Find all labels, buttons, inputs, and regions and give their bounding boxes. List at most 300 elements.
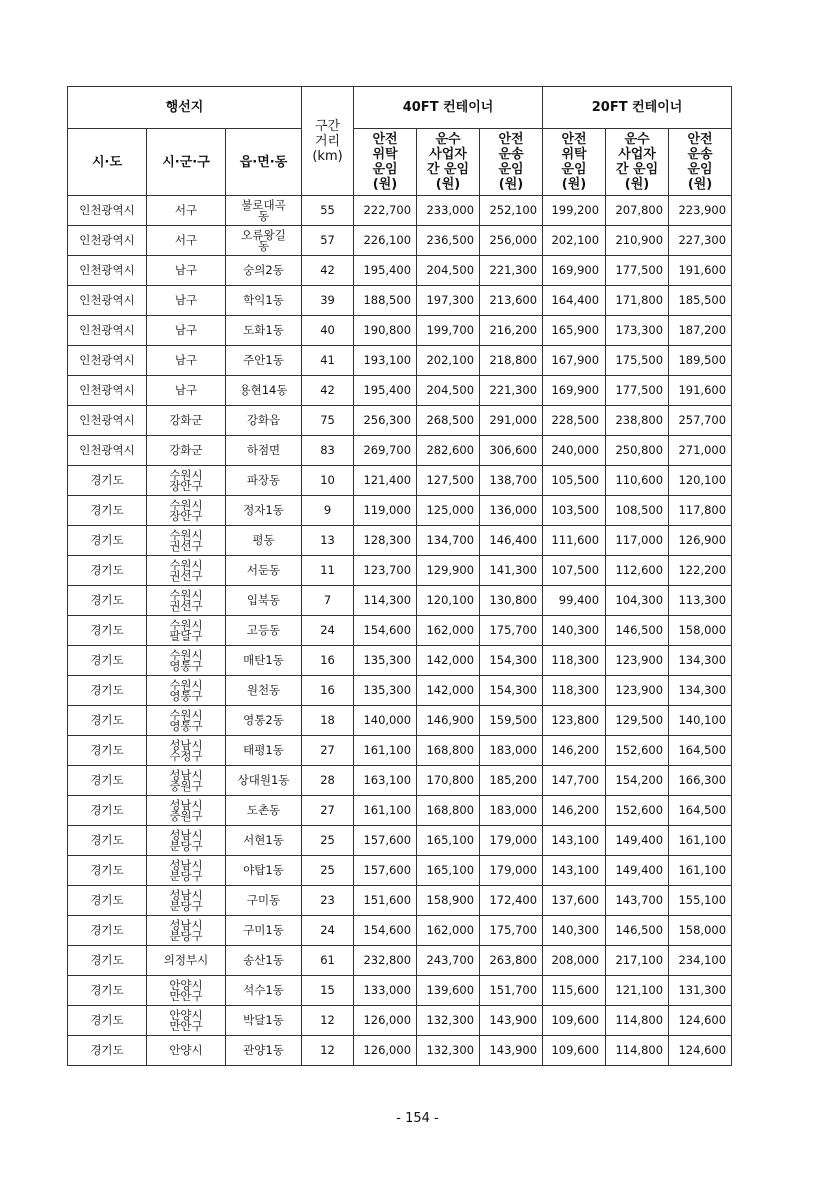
cell-40ft-carrier: 165,100 — [417, 856, 480, 886]
cell-line: 분당구 — [169, 928, 203, 943]
cell-20ft-carrier: 114,800 — [606, 1036, 669, 1066]
cell-eupmyeondong — [226, 346, 302, 376]
cell-40ft-safe-trust: 154,600 — [354, 616, 417, 646]
table-body — [68, 196, 732, 1066]
cell-40ft-carrier: 127,500 — [417, 466, 480, 496]
cell-sigungu — [147, 1036, 226, 1066]
cell-sigungu — [147, 466, 226, 496]
cell-20ft-carrier: 177,500 — [606, 376, 669, 406]
cell-40ft-carrier: 142,000 — [417, 646, 480, 676]
cell-40ft-carrier: 268,500 — [417, 406, 480, 436]
cell-40ft-safe-trust: 195,400 — [354, 256, 417, 286]
cell-20ft-carrier: 112,600 — [606, 556, 669, 586]
cell-distance: 16 — [302, 646, 354, 676]
cell-distance: 16 — [302, 676, 354, 706]
header-eupmyeondong: 읍·면·동 — [226, 129, 302, 196]
table-row — [68, 226, 732, 256]
cell-20ft-carrier: 238,800 — [606, 406, 669, 436]
cell-eupmyeondong — [226, 706, 302, 736]
cell-40ft-safe-trust: 232,800 — [354, 946, 417, 976]
cell-distance: 27 — [302, 736, 354, 766]
table-row — [68, 766, 732, 796]
cell-20ft-safe-trust: 165,900 — [543, 316, 606, 346]
cell-20ft-carrier: 217,100 — [606, 946, 669, 976]
cell-line: 수원시 — [169, 587, 203, 602]
table-row — [68, 976, 732, 1006]
cell-20ft-safe-transport: 187,200 — [669, 316, 732, 346]
cell-distance: 61 — [302, 946, 354, 976]
cell-sido: 경기도 — [68, 586, 147, 616]
cell-line: 서현1동 — [243, 833, 284, 847]
cell-40ft-carrier: 197,300 — [417, 286, 480, 316]
cell-line: 장안구 — [169, 478, 203, 493]
cell-sido: 경기도 — [68, 826, 147, 856]
cell-20ft-carrier: 114,800 — [606, 1006, 669, 1036]
cell-20ft-carrier: 207,800 — [606, 196, 669, 226]
table-row — [68, 646, 732, 676]
cell-sido: 경기도 — [68, 766, 147, 796]
cell-sigungu — [147, 976, 226, 1006]
cell-20ft-carrier: 146,500 — [606, 616, 669, 646]
cell-40ft-safe-transport: 306,600 — [480, 436, 543, 466]
cell-20ft-safe-transport: 164,500 — [669, 796, 732, 826]
cell-sido: 인천광역시 — [68, 406, 147, 436]
cell-20ft-carrier: 175,500 — [606, 346, 669, 376]
cell-40ft-carrier: 158,900 — [417, 886, 480, 916]
cell-20ft-safe-trust: 111,600 — [543, 526, 606, 556]
cell-sigungu — [147, 676, 226, 706]
cell-distance: 42 — [302, 376, 354, 406]
cell-line: 성남시 — [169, 737, 203, 752]
table-row — [68, 616, 732, 646]
cell-40ft-carrier: 204,500 — [417, 256, 480, 286]
cell-40ft-safe-transport: 291,000 — [480, 406, 543, 436]
cell-line: 분당구 — [169, 868, 203, 883]
cell-line: 주안1동 — [243, 353, 284, 367]
cell-40ft-carrier: 282,600 — [417, 436, 480, 466]
cell-sido: 경기도 — [68, 556, 147, 586]
cell-sigungu — [147, 496, 226, 526]
cell-eupmyeondong — [226, 946, 302, 976]
cell-20ft-safe-trust: 118,300 — [543, 676, 606, 706]
cell-20ft-safe-transport: 158,000 — [669, 916, 732, 946]
cell-20ft-safe-trust: 202,100 — [543, 226, 606, 256]
table-row — [68, 736, 732, 766]
cell-line: 도화1동 — [243, 323, 284, 337]
cell-line: 중원구 — [169, 808, 203, 823]
cell-sigungu — [147, 376, 226, 406]
cell-distance: 18 — [302, 706, 354, 736]
header-distance: 구간 거리 (km) — [302, 87, 354, 196]
cell-20ft-safe-trust: 164,400 — [543, 286, 606, 316]
table-row — [68, 886, 732, 916]
table-row — [68, 706, 732, 736]
cell-40ft-safe-trust: 161,100 — [354, 736, 417, 766]
cell-distance: 10 — [302, 466, 354, 496]
cell-line: 야탑1동 — [243, 863, 284, 877]
cell-40ft-safe-transport: 185,200 — [480, 766, 543, 796]
cell-line: 박달1동 — [243, 1013, 284, 1027]
cell-20ft-safe-transport: 158,000 — [669, 616, 732, 646]
cell-20ft-safe-trust: 109,600 — [543, 1036, 606, 1066]
cell-40ft-safe-transport: 252,100 — [480, 196, 543, 226]
cell-40ft-carrier: 129,900 — [417, 556, 480, 586]
cell-40ft-safe-trust: 157,600 — [354, 856, 417, 886]
cell-20ft-safe-transport: 227,300 — [669, 226, 732, 256]
cell-sido: 인천광역시 — [68, 316, 147, 346]
cell-40ft-safe-trust: 163,100 — [354, 766, 417, 796]
cell-20ft-safe-transport: 134,300 — [669, 646, 732, 676]
cell-20ft-safe-trust: 167,900 — [543, 346, 606, 376]
cell-line: 남구 — [174, 263, 198, 277]
cell-20ft-safe-transport: 140,100 — [669, 706, 732, 736]
cell-20ft-carrier: 149,400 — [606, 856, 669, 886]
cell-20ft-safe-trust: 107,500 — [543, 556, 606, 586]
cell-40ft-safe-trust: 128,300 — [354, 526, 417, 556]
cell-sigungu — [147, 916, 226, 946]
cell-eupmyeondong — [226, 916, 302, 946]
cell-20ft-safe-transport: 189,500 — [669, 346, 732, 376]
cell-line: 불로대곡 — [241, 197, 286, 212]
cell-20ft-safe-transport: 257,700 — [669, 406, 732, 436]
cell-sigungu — [147, 886, 226, 916]
cell-20ft-safe-trust: 146,200 — [543, 736, 606, 766]
cell-distance: 12 — [302, 1006, 354, 1036]
cell-20ft-safe-transport: 223,900 — [669, 196, 732, 226]
cell-40ft-safe-transport: 179,000 — [480, 856, 543, 886]
cell-40ft-safe-trust: 269,700 — [354, 436, 417, 466]
cell-20ft-safe-trust: 146,200 — [543, 796, 606, 826]
cell-40ft-safe-transport: 175,700 — [480, 916, 543, 946]
header-40ft: 40FT 컨테이너 — [354, 87, 543, 129]
table-row — [68, 376, 732, 406]
cell-line: 성남시 — [169, 857, 203, 872]
cell-20ft-safe-trust: 123,800 — [543, 706, 606, 736]
cell-line: 영통구 — [169, 688, 203, 703]
cell-20ft-safe-trust: 240,000 — [543, 436, 606, 466]
cell-sigungu — [147, 646, 226, 676]
cell-sido: 경기도 — [68, 1006, 147, 1036]
cell-line: 수원시 — [169, 617, 203, 632]
cell-line: 관양1동 — [243, 1043, 284, 1057]
cell-sido: 경기도 — [68, 856, 147, 886]
cell-line: 평동 — [252, 533, 275, 547]
cell-line: 구미동 — [246, 893, 281, 907]
cell-40ft-carrier: 162,000 — [417, 916, 480, 946]
cell-20ft-safe-transport: 185,500 — [669, 286, 732, 316]
cell-line: 서둔동 — [246, 563, 281, 577]
cell-20ft-safe-transport: 166,300 — [669, 766, 732, 796]
cell-distance: 55 — [302, 196, 354, 226]
cell-40ft-carrier: 162,000 — [417, 616, 480, 646]
cell-sigungu — [147, 616, 226, 646]
cell-sigungu — [147, 346, 226, 376]
cell-sido: 인천광역시 — [68, 196, 147, 226]
cell-40ft-carrier: 132,300 — [417, 1036, 480, 1066]
cell-distance: 75 — [302, 406, 354, 436]
cell-line: 영통구 — [169, 658, 203, 673]
cell-40ft-safe-transport: 218,800 — [480, 346, 543, 376]
cell-eupmyeondong — [226, 736, 302, 766]
cell-eupmyeondong — [226, 496, 302, 526]
cell-sido: 경기도 — [68, 1036, 147, 1066]
cell-line: 매탄1동 — [243, 653, 284, 667]
cell-40ft-safe-trust: 190,800 — [354, 316, 417, 346]
cell-20ft-safe-transport: 122,200 — [669, 556, 732, 586]
cell-line: 남구 — [174, 383, 198, 397]
cell-20ft-safe-transport: 191,600 — [669, 256, 732, 286]
cell-20ft-carrier: 143,700 — [606, 886, 669, 916]
cell-line: 권선구 — [169, 538, 203, 553]
cell-eupmyeondong — [226, 796, 302, 826]
cell-sigungu — [147, 196, 226, 226]
cell-line: 남구 — [174, 353, 198, 367]
cell-40ft-carrier: 120,100 — [417, 586, 480, 616]
cell-sido: 인천광역시 — [68, 256, 147, 286]
cell-eupmyeondong — [226, 826, 302, 856]
cell-eupmyeondong — [226, 766, 302, 796]
cell-20ft-carrier: 108,500 — [606, 496, 669, 526]
cell-line: 구미1동 — [243, 923, 284, 937]
cell-line: 수원시 — [169, 467, 203, 482]
cell-20ft-carrier: 171,800 — [606, 286, 669, 316]
cell-eupmyeondong — [226, 616, 302, 646]
cell-40ft-safe-trust: 256,300 — [354, 406, 417, 436]
table-header — [68, 87, 732, 196]
cell-20ft-carrier: 210,900 — [606, 226, 669, 256]
cell-line: 권선구 — [169, 598, 203, 613]
cell-distance: 13 — [302, 526, 354, 556]
cell-eupmyeondong — [226, 226, 302, 256]
table-row — [68, 916, 732, 946]
cell-20ft-safe-transport: 131,300 — [669, 976, 732, 1006]
cell-distance: 28 — [302, 766, 354, 796]
cell-distance: 11 — [302, 556, 354, 586]
table-row — [68, 856, 732, 886]
cell-line: 수원시 — [169, 677, 203, 692]
cell-line: 용현14동 — [239, 383, 288, 397]
cell-line: 남구 — [174, 293, 198, 307]
cell-40ft-safe-trust: 126,000 — [354, 1006, 417, 1036]
table-row — [68, 1036, 732, 1066]
header-sido: 시·도 — [68, 129, 147, 196]
cell-sido: 경기도 — [68, 676, 147, 706]
cell-20ft-safe-transport: 191,600 — [669, 376, 732, 406]
cell-20ft-safe-transport: 134,300 — [669, 676, 732, 706]
cell-20ft-carrier: 177,500 — [606, 256, 669, 286]
cell-sido: 인천광역시 — [68, 226, 147, 256]
table-row — [68, 346, 732, 376]
cell-20ft-safe-trust: 118,300 — [543, 646, 606, 676]
cell-line: 태평1동 — [243, 743, 284, 757]
cell-line: 강화읍 — [246, 413, 281, 427]
cell-20ft-carrier: 152,600 — [606, 736, 669, 766]
cell-sigungu — [147, 946, 226, 976]
cell-sido: 경기도 — [68, 706, 147, 736]
cell-line: 도촌동 — [246, 803, 281, 817]
cell-20ft-safe-transport: 124,600 — [669, 1006, 732, 1036]
cell-line: 성남시 — [169, 887, 203, 902]
cell-eupmyeondong — [226, 436, 302, 466]
cell-20ft-safe-trust: 105,500 — [543, 466, 606, 496]
cell-40ft-carrier: 170,800 — [417, 766, 480, 796]
header-20ft: 20FT 컨테이너 — [543, 87, 732, 129]
cell-20ft-carrier: 146,500 — [606, 916, 669, 946]
cell-40ft-carrier: 132,300 — [417, 1006, 480, 1036]
cell-eupmyeondong — [226, 406, 302, 436]
cell-40ft-safe-transport: 154,300 — [480, 676, 543, 706]
cell-line: 만안구 — [169, 988, 203, 1003]
cell-eupmyeondong — [226, 256, 302, 286]
cell-line: 서구 — [174, 203, 198, 217]
cell-line: 권선구 — [169, 568, 203, 583]
cell-line: 강화군 — [169, 413, 203, 427]
cell-sido: 인천광역시 — [68, 436, 147, 466]
cell-20ft-safe-trust: 228,500 — [543, 406, 606, 436]
cell-40ft-safe-trust: 121,400 — [354, 466, 417, 496]
cell-40ft-carrier: 202,100 — [417, 346, 480, 376]
cell-distance: 42 — [302, 256, 354, 286]
cell-40ft-safe-trust: 135,300 — [354, 676, 417, 706]
table-row — [68, 556, 732, 586]
cell-line: 오류왕길 — [241, 227, 286, 242]
cell-eupmyeondong — [226, 676, 302, 706]
cell-line: 분당구 — [169, 838, 203, 853]
cell-40ft-safe-transport: 213,600 — [480, 286, 543, 316]
cell-sigungu — [147, 316, 226, 346]
table-row — [68, 1006, 732, 1036]
cell-line: 중원구 — [169, 778, 203, 793]
cell-line: 원천동 — [246, 683, 281, 697]
cell-20ft-safe-trust: 143,100 — [543, 826, 606, 856]
table-row — [68, 196, 732, 226]
cell-line: 안양시 — [169, 977, 203, 992]
cell-distance: 83 — [302, 436, 354, 466]
cell-20ft-safe-trust: 147,700 — [543, 766, 606, 796]
cell-40ft-safe-trust: 154,600 — [354, 916, 417, 946]
cell-20ft-safe-trust: 115,600 — [543, 976, 606, 1006]
cell-sigungu — [147, 286, 226, 316]
cell-sigungu — [147, 856, 226, 886]
cell-20ft-safe-trust: 199,200 — [543, 196, 606, 226]
cell-40ft-safe-trust: 151,600 — [354, 886, 417, 916]
cell-line: 성남시 — [169, 917, 203, 932]
cell-20ft-safe-trust: 169,900 — [543, 376, 606, 406]
cell-20ft-safe-trust: 137,600 — [543, 886, 606, 916]
cell-40ft-safe-transport: 143,900 — [480, 1006, 543, 1036]
cell-20ft-carrier: 110,600 — [606, 466, 669, 496]
cell-sigungu — [147, 226, 226, 256]
cell-sigungu — [147, 796, 226, 826]
cell-40ft-safe-transport: 256,000 — [480, 226, 543, 256]
cell-distance: 40 — [302, 316, 354, 346]
cell-40ft-safe-transport: 154,300 — [480, 646, 543, 676]
cell-line: 숭의2동 — [243, 263, 284, 277]
cell-40ft-carrier: 233,000 — [417, 196, 480, 226]
cell-20ft-carrier: 152,600 — [606, 796, 669, 826]
cell-20ft-safe-transport: 155,100 — [669, 886, 732, 916]
cell-sigungu — [147, 436, 226, 466]
cell-sido: 경기도 — [68, 946, 147, 976]
cell-sigungu — [147, 706, 226, 736]
cell-line: 정자1동 — [243, 503, 284, 517]
cell-40ft-safe-trust: 133,000 — [354, 976, 417, 1006]
cell-line: 안양시 — [169, 1043, 203, 1057]
cell-20ft-safe-trust: 140,300 — [543, 916, 606, 946]
cell-distance: 23 — [302, 886, 354, 916]
cell-40ft-carrier: 146,900 — [417, 706, 480, 736]
table-row — [68, 676, 732, 706]
cell-sido: 경기도 — [68, 916, 147, 946]
cell-20ft-safe-transport: 117,800 — [669, 496, 732, 526]
cell-40ft-safe-transport: 179,000 — [480, 826, 543, 856]
cell-40ft-carrier: 236,500 — [417, 226, 480, 256]
cell-40ft-safe-transport: 183,000 — [480, 736, 543, 766]
cell-40ft-safe-transport: 151,700 — [480, 976, 543, 1006]
cell-40ft-safe-trust: 193,100 — [354, 346, 417, 376]
cell-40ft-safe-trust: 161,100 — [354, 796, 417, 826]
cell-40ft-carrier: 139,600 — [417, 976, 480, 1006]
cell-line: 수원시 — [169, 647, 203, 662]
cell-eupmyeondong — [226, 976, 302, 1006]
cell-eupmyeondong — [226, 526, 302, 556]
cell-eupmyeondong — [226, 196, 302, 226]
cell-eupmyeondong — [226, 286, 302, 316]
table-row — [68, 256, 732, 286]
cell-sido: 경기도 — [68, 796, 147, 826]
cell-20ft-safe-trust: 109,600 — [543, 1006, 606, 1036]
header-20ft-safe-transport: 안전 운송 운임 (원) — [669, 129, 732, 196]
cell-40ft-safe-transport: 130,800 — [480, 586, 543, 616]
cell-sido: 경기도 — [68, 526, 147, 556]
cell-sigungu — [147, 526, 226, 556]
page-number: - 154 - — [396, 1111, 439, 1126]
cell-40ft-safe-transport: 216,200 — [480, 316, 543, 346]
cell-sido: 경기도 — [68, 886, 147, 916]
table-row — [68, 826, 732, 856]
cell-eupmyeondong — [226, 646, 302, 676]
cell-20ft-carrier: 123,900 — [606, 646, 669, 676]
rate-table — [67, 86, 732, 1066]
cell-40ft-carrier: 204,500 — [417, 376, 480, 406]
cell-40ft-safe-trust: 188,500 — [354, 286, 417, 316]
cell-40ft-carrier: 165,100 — [417, 826, 480, 856]
cell-sido: 경기도 — [68, 466, 147, 496]
cell-40ft-safe-transport: 141,300 — [480, 556, 543, 586]
cell-sido: 인천광역시 — [68, 376, 147, 406]
cell-distance: 25 — [302, 826, 354, 856]
cell-eupmyeondong — [226, 856, 302, 886]
cell-40ft-safe-transport: 159,500 — [480, 706, 543, 736]
cell-line: 영통구 — [169, 718, 203, 733]
table-row — [68, 316, 732, 346]
cell-20ft-carrier: 129,500 — [606, 706, 669, 736]
cell-20ft-carrier: 149,400 — [606, 826, 669, 856]
cell-40ft-safe-transport: 263,800 — [480, 946, 543, 976]
cell-eupmyeondong — [226, 586, 302, 616]
cell-40ft-carrier: 125,000 — [417, 496, 480, 526]
cell-40ft-carrier: 134,700 — [417, 526, 480, 556]
cell-eupmyeondong — [226, 466, 302, 496]
cell-distance: 12 — [302, 1036, 354, 1066]
cell-eupmyeondong — [226, 376, 302, 406]
cell-line: 의정부시 — [163, 953, 209, 967]
cell-sigungu — [147, 406, 226, 436]
table-row — [68, 406, 732, 436]
cell-line: 송산1동 — [243, 953, 284, 967]
cell-line: 동 — [257, 238, 270, 253]
cell-40ft-safe-trust: 126,000 — [354, 1036, 417, 1066]
